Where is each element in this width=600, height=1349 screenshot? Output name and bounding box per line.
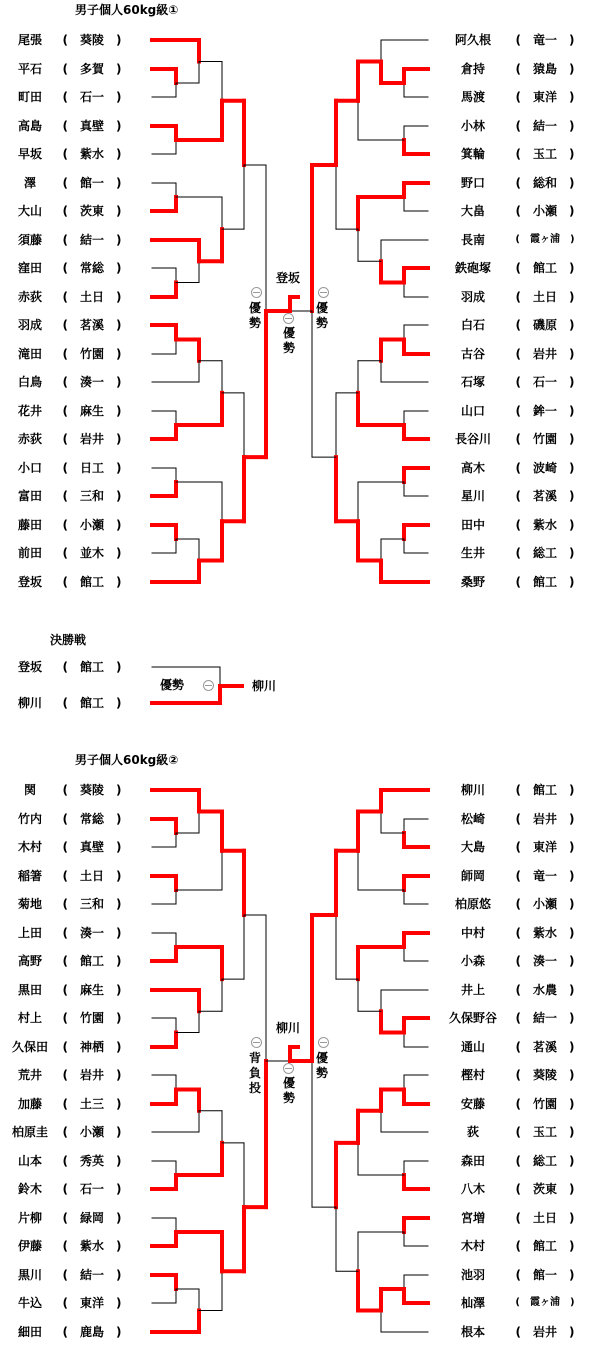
competitor-name: 牛込: [17, 1296, 42, 1310]
competitor-school: ( 猿島 ): [515, 62, 575, 76]
competitor-name: 師岡: [460, 869, 485, 883]
competitor-school: ( 紫水 ): [62, 1239, 122, 1253]
tournament-winner: 登坂: [276, 271, 301, 285]
competitor-school: ( 小瀬 ): [62, 1125, 122, 1139]
competitor-school: ( 竜一 ): [515, 869, 575, 883]
competitor-name: 富田: [17, 489, 42, 503]
semi-result-left: 背負投: [248, 1051, 261, 1095]
competitor-name: 通山: [460, 1040, 485, 1054]
competitor-school: ( 波崎 ): [515, 461, 575, 475]
final-winner: 柳川: [252, 679, 277, 693]
competitor-school: ( 石一 ): [515, 375, 575, 389]
competitor-name: 大山: [17, 204, 42, 218]
competitor-name: 大畠: [460, 204, 485, 218]
competitor-school: ( 結一 ): [62, 1268, 122, 1282]
competitor-school: ( 茗溪 ): [515, 1040, 575, 1054]
competitor-school: ( 竹園 ): [515, 432, 575, 446]
competitor-school: ( 小瀬 ): [515, 204, 575, 218]
competitor-name: 馬渡: [460, 90, 485, 104]
competitor-school: ( 葵陵 ): [62, 33, 122, 47]
competitor-name: 井上: [460, 983, 485, 997]
competitor-name: 須藤: [17, 233, 42, 247]
competitor-school: ( 結一 ): [62, 233, 122, 247]
competitor-school: ( 麻生 ): [62, 404, 122, 418]
competitor-name: 小口: [17, 461, 42, 475]
competitor-name: 倉持: [460, 62, 485, 76]
competitor-school: ( 結一 ): [515, 1011, 575, 1025]
competitor-name: 中村: [460, 926, 485, 940]
finalist-school: ( 館工 ): [62, 660, 122, 674]
competitor-name: 森田: [460, 1154, 485, 1168]
competitor-school: ( 東洋 ): [62, 1296, 122, 1310]
competitor-name: 高木: [460, 461, 485, 475]
competitor-name: 根本: [460, 1325, 485, 1339]
competitor-school: ( 土日 ): [515, 1211, 575, 1225]
competitor-school: ( 日工 ): [62, 461, 122, 475]
competitor-name: 久保野谷: [448, 1011, 497, 1025]
competitor-name: 宮増: [460, 1211, 485, 1225]
competitor-name: 菊地: [17, 897, 42, 911]
competitor-name: 大島: [460, 840, 485, 854]
competitor-name: 阿久根: [454, 33, 491, 47]
competitor-name: 窪田: [17, 261, 42, 275]
competitor-school: ( 葵陵 ): [515, 1068, 575, 1082]
competitor-name: 古谷: [460, 347, 485, 361]
competitor-school: ( 石一 ): [62, 90, 122, 104]
competitor-school: ( 土日 ): [62, 290, 122, 304]
competitor-name: 箕輪: [460, 147, 485, 161]
competitor-school: ( 小瀬 ): [62, 518, 122, 532]
competitor-name: 桑野: [460, 575, 485, 589]
competitor-name: 安藤: [460, 1097, 485, 1111]
competitor-name: 鉄砲塚: [454, 261, 491, 275]
competitor-name: 羽成: [17, 318, 42, 332]
competitor-school: ( 総工 ): [515, 546, 575, 560]
semi-result-left: 優勢: [248, 301, 261, 330]
competitor-school: ( 館工 ): [62, 575, 122, 589]
competitor-name: 長谷川: [454, 432, 491, 446]
final-title: 決勝戦: [50, 633, 87, 647]
semi-result-right: 優勢: [315, 1051, 328, 1080]
competitor-school: ( 東洋 ): [515, 840, 575, 854]
competitor-school: ( 結一 ): [515, 119, 575, 133]
competitor-name: 登坂: [17, 575, 42, 589]
competitor-name: 小森: [460, 954, 485, 968]
competitor-school: ( 竹園 ): [515, 1097, 575, 1111]
competitor-school: ( 麻生 ): [62, 983, 122, 997]
competitor-school: ( 館工 ): [62, 954, 122, 968]
competitor-school: ( 湊一 ): [62, 375, 122, 389]
competitor-school: ( 岩井 ): [515, 1325, 575, 1339]
competitor-school: ( 岩井 ): [62, 1068, 122, 1082]
competitor-school: ( 土日 ): [515, 290, 575, 304]
competitor-name: 藤田: [17, 518, 42, 532]
competitor-school: ( 秀英 ): [62, 1154, 122, 1168]
competitor-school: ( 常総 ): [62, 812, 122, 826]
competitor-school: ( 竹園 ): [62, 1011, 122, 1025]
competitor-name: 松崎: [460, 812, 485, 826]
competitor-school: ( 三和 ): [62, 897, 122, 911]
competitor-school: ( 総和 ): [515, 176, 575, 190]
competitor-school: ( 竹園 ): [62, 347, 122, 361]
competitor-school: ( 鉾一 ): [515, 404, 575, 418]
competitor-school: ( 真壁 ): [62, 840, 122, 854]
competitor-name: 黒川: [17, 1268, 42, 1282]
competitor-school: ( 土日 ): [62, 869, 122, 883]
competitor-school: ( 鹿島 ): [62, 1325, 122, 1339]
competitor-name: 田中: [460, 518, 485, 532]
competitor-name: 村上: [17, 1011, 42, 1025]
competitor-school: ( 紫水 ): [62, 147, 122, 161]
competitor-school: ( 多賀 ): [62, 62, 122, 76]
competitor-school: ( 石一 ): [62, 1182, 122, 1196]
competitor-name: 石塚: [460, 375, 485, 389]
competitor-name: 柏原圭: [11, 1125, 48, 1139]
competitor-school: ( 館工 ): [515, 783, 575, 797]
section-title: 男子個人60kg級①: [75, 3, 179, 17]
competitor-name: 白鳥: [17, 375, 42, 389]
competitor-name: 山口: [460, 404, 485, 418]
competitor-school: ( 土三 ): [62, 1097, 122, 1111]
competitor-school: ( 小瀬 ): [515, 897, 575, 911]
competitor-name: 赤荻: [17, 432, 42, 446]
competitor-name: 前田: [17, 546, 42, 560]
competitor-name: 久保田: [11, 1040, 48, 1054]
competitor-school: ( 岩井 ): [515, 347, 575, 361]
competitor-name: 高島: [17, 119, 42, 133]
competitor-school: ( 霞ヶ浦 ): [515, 1297, 575, 1308]
competitor-name: 池羽: [460, 1268, 485, 1282]
competitor-name: 小林: [460, 119, 485, 133]
finalist-name: 登坂: [17, 660, 42, 674]
competitor-name: 荒井: [17, 1068, 42, 1082]
competitor-school: ( 葵陵 ): [62, 783, 122, 797]
competitor-name: 樫村: [460, 1068, 485, 1082]
competitor-school: ( 三和 ): [62, 489, 122, 503]
competitor-school: ( 総工 ): [515, 1154, 575, 1168]
competitor-school: ( 玉工 ): [515, 147, 575, 161]
competitor-name: 星川: [460, 489, 485, 503]
competitor-school: ( 館工 ): [515, 1239, 575, 1253]
competitor-name: 伊藤: [17, 1239, 42, 1253]
final-result: 優勢: [160, 678, 185, 692]
competitor-school: ( 霞ヶ浦 ): [515, 234, 575, 245]
competitor-name: 平石: [17, 62, 42, 76]
competitor-school: ( 湊一 ): [62, 926, 122, 940]
competitor-school: ( 紫水 ): [515, 926, 575, 940]
competitor-name: 関: [23, 783, 36, 797]
competitor-school: ( 緑岡 ): [62, 1211, 122, 1225]
competitor-name: 木村: [17, 840, 42, 854]
competitor-name: 黒田: [17, 983, 42, 997]
competitor-name: 野口: [460, 176, 485, 190]
competitor-name: 鈴木: [17, 1182, 42, 1196]
competitor-name: 荻: [466, 1125, 479, 1139]
competitor-school: ( 常総 ): [62, 261, 122, 275]
competitor-name: 木村: [460, 1239, 485, 1253]
competitor-name: 羽成: [460, 290, 485, 304]
competitor-school: ( 茨東 ): [515, 1182, 575, 1196]
competitor-name: 加藤: [17, 1097, 42, 1111]
competitor-school: ( 湊一 ): [515, 954, 575, 968]
final-result-vertical: 優勢: [282, 326, 295, 355]
competitor-name: 赤荻: [17, 290, 42, 304]
competitor-school: ( 水農 ): [515, 983, 575, 997]
competitor-name: 竹内: [17, 812, 42, 826]
competitor-name: 細田: [17, 1325, 42, 1339]
competitor-school: ( 竜一 ): [515, 33, 575, 47]
competitor-name: 高野: [17, 954, 42, 968]
competitor-name: 白石: [460, 318, 485, 332]
competitor-name: 柳川: [460, 783, 485, 797]
competitor-name: 八木: [460, 1182, 485, 1196]
semi-result-right: 優勢: [315, 301, 328, 330]
competitor-name: 生井: [460, 546, 485, 560]
competitor-school: ( 岩井 ): [62, 432, 122, 446]
competitor-name: 柏原悠: [454, 897, 491, 911]
competitor-name: 稲箸: [17, 869, 42, 883]
competitor-name: 長南: [460, 233, 485, 247]
competitor-school: ( 館一 ): [62, 176, 122, 190]
competitor-school: ( 茨東 ): [62, 204, 122, 218]
competitor-school: ( 館一 ): [515, 1268, 575, 1282]
final-result-vertical: 優勢: [282, 1076, 295, 1105]
finalist-school: ( 館工 ): [62, 696, 122, 710]
tournament-winner: 柳川: [276, 1021, 301, 1035]
competitor-school: ( 真壁 ): [62, 119, 122, 133]
competitor-school: ( 茗溪 ): [515, 489, 575, 503]
finalist-name: 柳川: [17, 696, 42, 710]
competitor-name: 花井: [17, 404, 42, 418]
competitor-name: 早坂: [17, 147, 42, 161]
competitor-school: ( 茗溪 ): [62, 318, 122, 332]
competitor-name: 尾張: [17, 33, 42, 47]
competitor-school: ( 並木 ): [62, 546, 122, 560]
section-title: 男子個人60kg級②: [75, 753, 179, 767]
competitor-school: ( 紫水 ): [515, 518, 575, 532]
competitor-name: 山本: [17, 1154, 42, 1168]
competitor-school: ( 岩井 ): [515, 812, 575, 826]
competitor-school: ( 玉工 ): [515, 1125, 575, 1139]
competitor-name: 上田: [17, 926, 42, 940]
competitor-school: ( 磯原 ): [515, 318, 575, 332]
competitor-school: ( 館工 ): [515, 575, 575, 589]
competitor-school: ( 館工 ): [515, 261, 575, 275]
competitor-name: 滝田: [17, 347, 42, 361]
competitor-school: ( 東洋 ): [515, 90, 575, 104]
competitor-name: 杣澤: [460, 1296, 485, 1310]
competitor-name: 片柳: [17, 1211, 42, 1225]
competitor-school: ( 神栖 ): [62, 1040, 122, 1054]
competitor-name: 町田: [17, 90, 42, 104]
competitor-name: 澤: [23, 176, 36, 190]
